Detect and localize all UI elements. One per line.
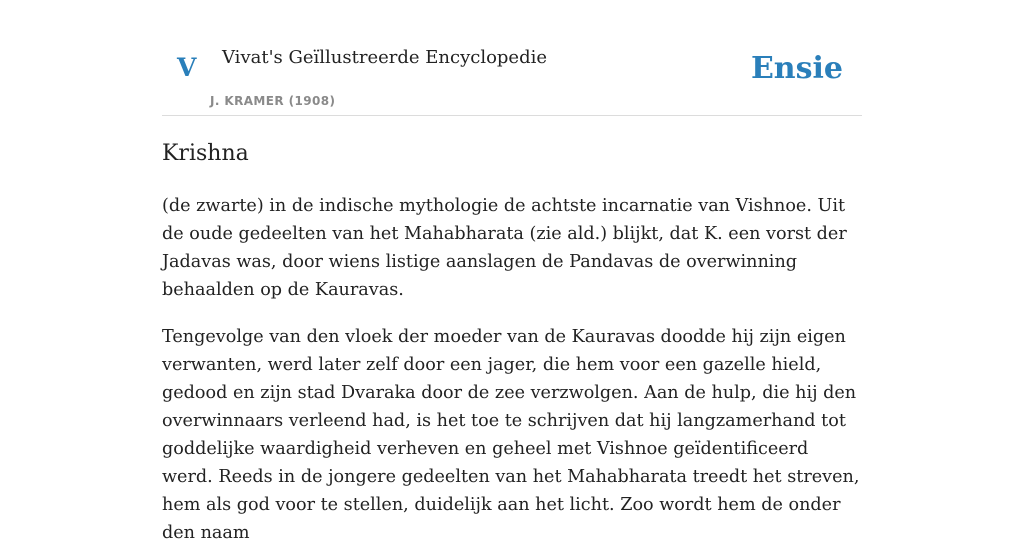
source-initial-logo[interactable]: V (177, 53, 197, 82)
entry-paragraph-1: (de zwarte) in de indische mythologie de achtste incarnatie van Vishnoe. Uit de oude gedeelten van het Mahabharata (zie ald.) blijkt, dat K. een vorst der Jadavas was, door wiens listige aanslagen de Pandavas de overwinning behaalden op de Kauravas. (162, 196, 847, 300)
source-author: J. KRAMER (1908) (210, 94, 336, 108)
ensie-logo-link[interactable]: Ensie (750, 51, 843, 86)
page-content (162, 0, 862, 543)
source-header (162, 0, 862, 116)
source-title-link[interactable]: Vivat's Geïllustreerde Encyclopedie (222, 47, 548, 68)
entry-title: Krishna (162, 141, 249, 166)
entry-paragraph-2: Tengevolge van den vloek der moeder van de Kauravas doodde hij zijn eigen verwanten, werd later zelf door een jager, die hem voor een gazelle hield, gedood en zijn stad Dvaraka door de zee verzwolgen. Aan de hulp, die hij den overwinnaars verleend had, is het toe te schrijven dat hij langzamerhand tot goddelijke waardigheid verheven en geheel met Vishnoe geïdentificeerd werd. Reeds in de jongere gedeelten van het Mahabharata treedt het streven, hem als god voor te stellen, duidelijk aan het licht. Zoo wordt hem de onder den naam (162, 327, 860, 543)
